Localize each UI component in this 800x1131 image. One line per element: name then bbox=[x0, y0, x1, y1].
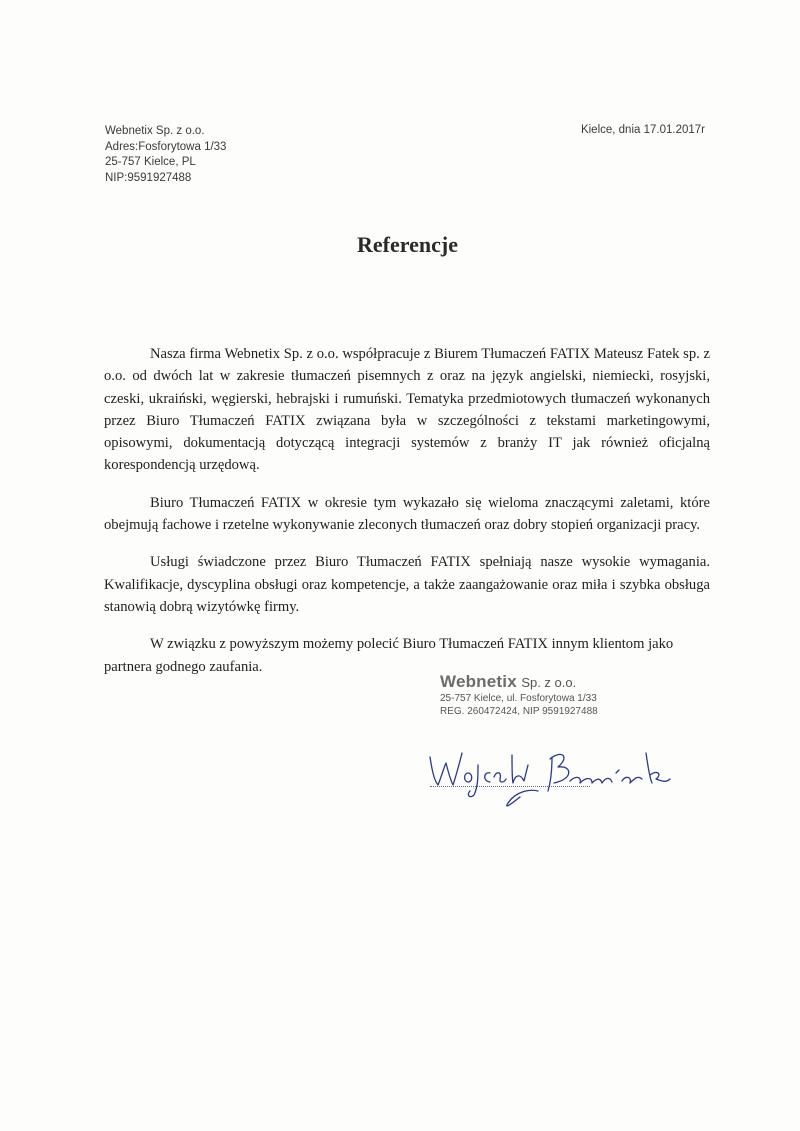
letter-title: Referencje bbox=[357, 232, 458, 257]
handwritten-signature bbox=[420, 735, 690, 815]
sender-city: 25-757 Kielce, PL bbox=[105, 156, 196, 168]
stamp-address: 25-757 Kielce, ul. Fosforytowa 1/33 bbox=[440, 693, 597, 704]
letter-body bbox=[104, 343, 710, 693]
company-stamp bbox=[440, 672, 598, 718]
sender-company: Webnetix Sp. z o.o. bbox=[105, 125, 205, 137]
paragraph-4: W związku z powyższym możemy polecić Biuro Tłumaczeń FATIX innym klientom jako partnera godnego zaufania. bbox=[104, 636, 674, 675]
stamp-brand-suffix: Sp. z o.o. bbox=[521, 675, 577, 690]
sender-nip: NIP:9591927488 bbox=[105, 171, 192, 184]
stamp-reg: REG. 260472424, NIP 9591927488 bbox=[440, 706, 598, 717]
stamp-brand: Webnetix bbox=[440, 672, 517, 691]
paragraph-3: Usługi świadczone przez Biuro Tłumaczeń FATIX spełniają nasze wysokie wymagania. Kwalifikacje, dyscyplina obsługi oraz kompetencje, a także zaangażowanie oraz miła i szybka obsługa stanowią dobrą wizytówkę firmy. bbox=[104, 554, 710, 615]
sender-address: Adres:Fosforytowa 1/33 bbox=[105, 140, 227, 153]
paragraph-2: Biuro Tłumaczeń FATIX w okresie tym wykazało się wieloma znaczącymi zaletami, które obejmują fachowe i rzetelne wykonywanie zleconych tłumaczeń oraz dobry stopień organizacji pracy. bbox=[104, 494, 710, 534]
paragraph-1: Nasza firma Webnetix Sp. z o.o. współpracuje z Biurem Tłumaczeń FATIX Mateusz Fatek sp. z o.o. od dwóch lat w zakresie tłumaczeń pisemnych z oraz na język angielski, niemiecki, rosyjski, czeski, ukraiński, węgierski, hebrajski i rumuński. Tematyka przedmiotowych tłumaczeń wykonanych przez Biuro Tłumaczeń FATIX związana była w szczególności z tekstami marketingowymi, opisowymi, dokumentacją dotyczącą integracji systemów z branży IT jak również oficjalną korespondencją urzędową. bbox=[104, 346, 710, 474]
letter-date: Kielce, dnia 17.01.2017r bbox=[580, 124, 705, 136]
sender-block bbox=[105, 124, 226, 186]
